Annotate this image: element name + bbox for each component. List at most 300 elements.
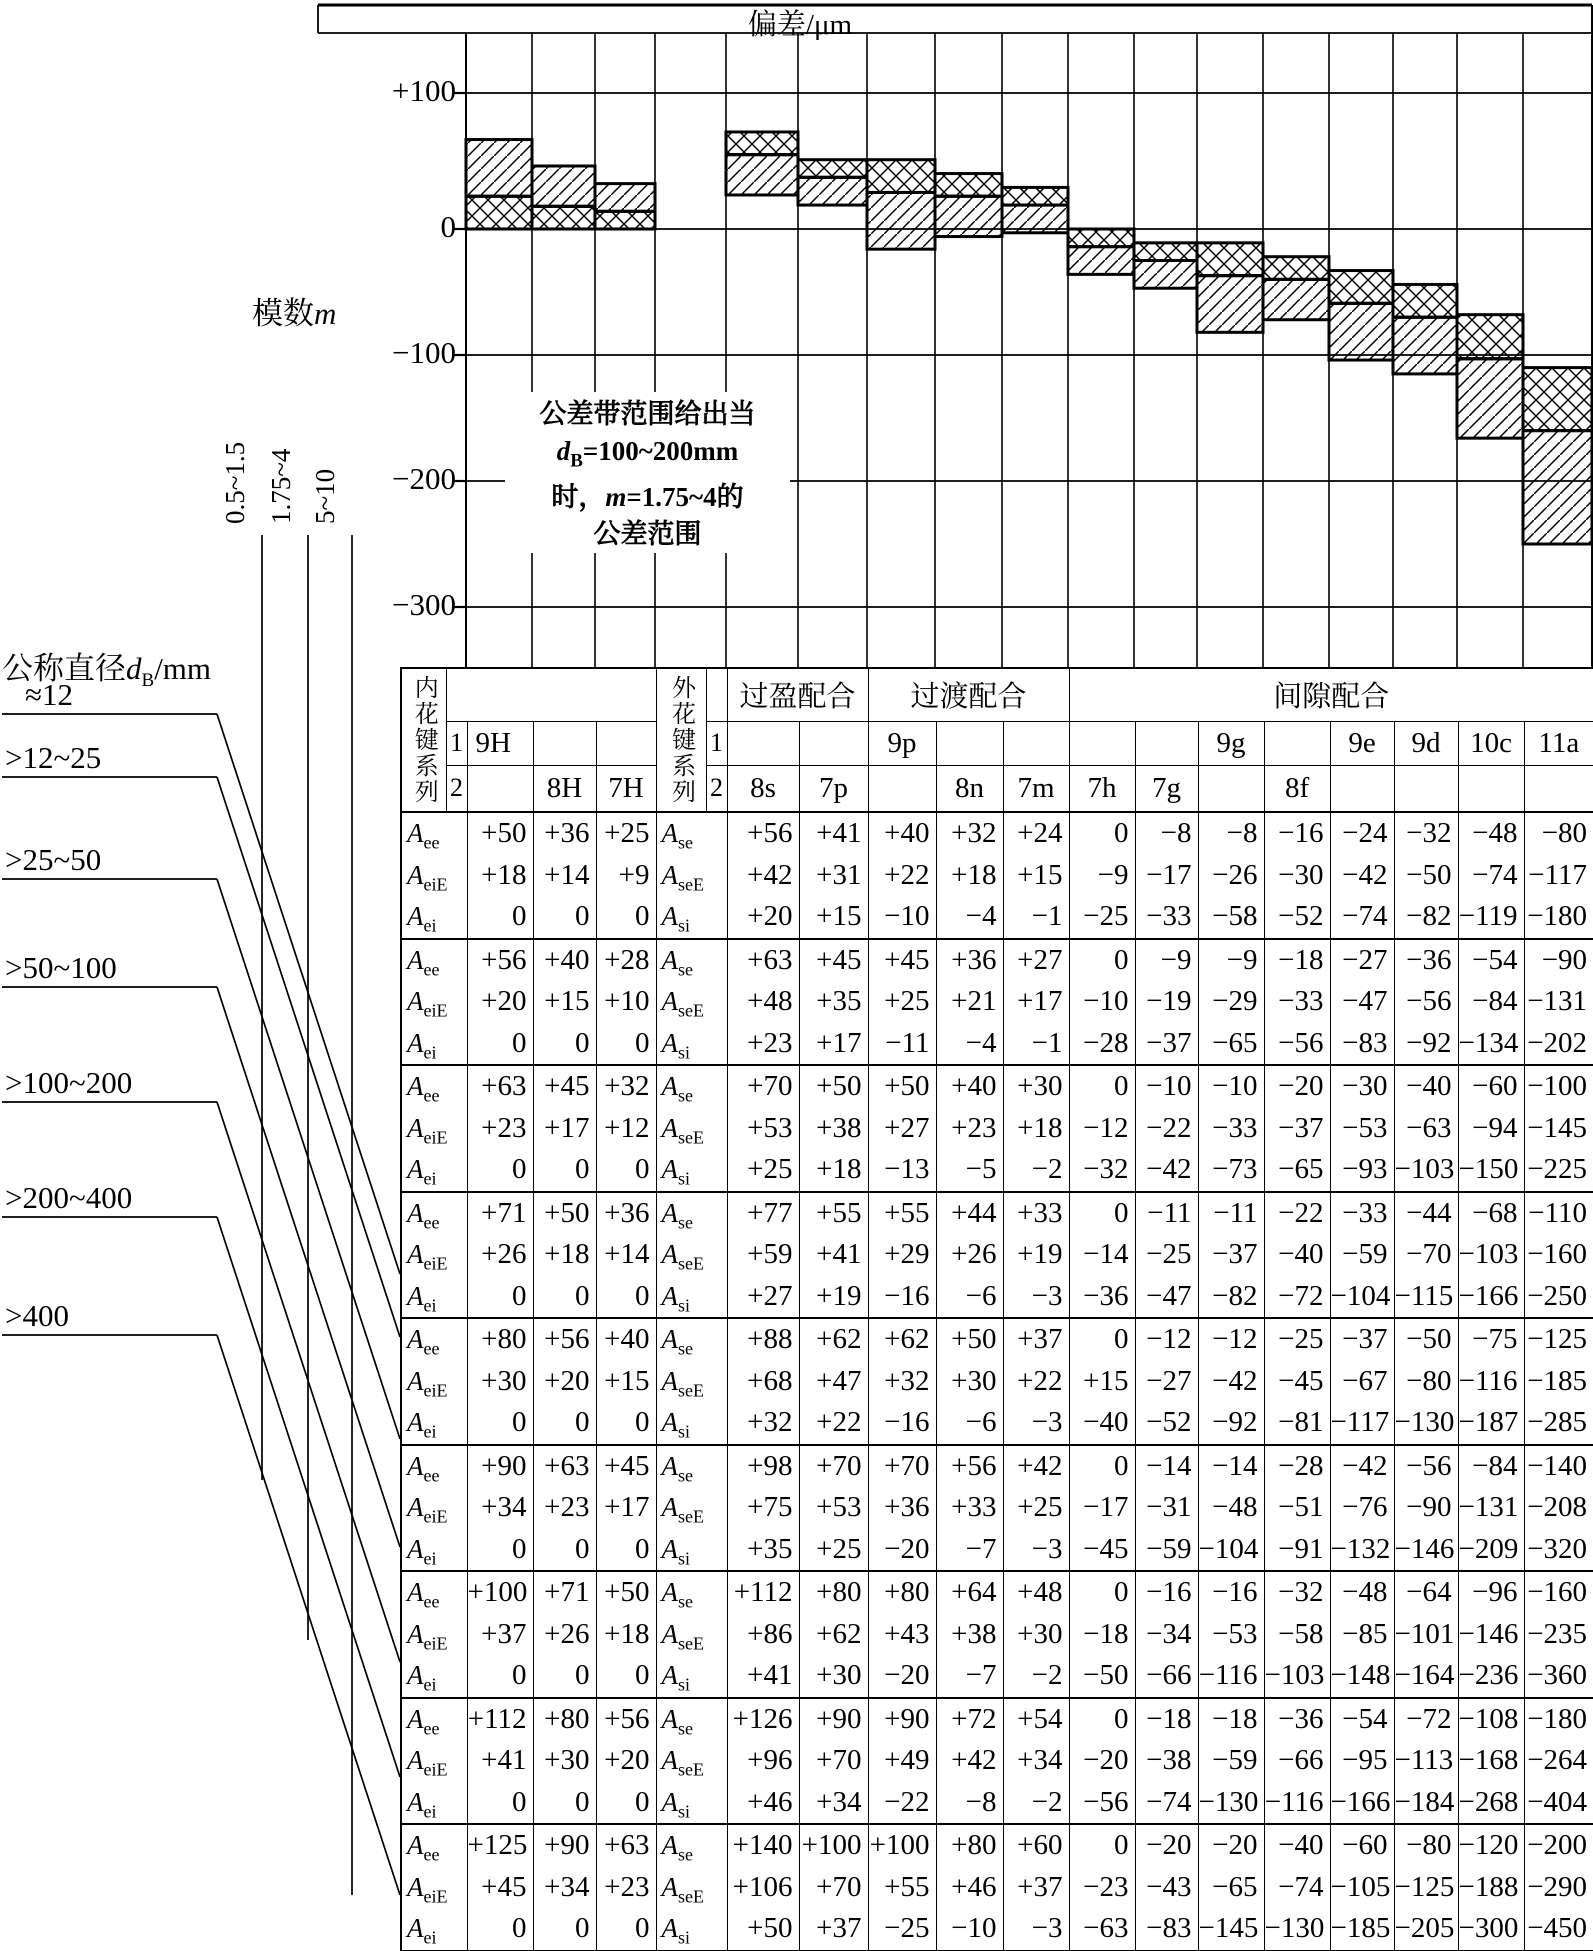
deviation-value: +56	[544, 1323, 590, 1355]
value-cell	[1198, 1824, 1264, 1951]
inner-row-labels	[401, 939, 467, 1066]
deviation-value: +37	[481, 1617, 527, 1650]
col-8n: 8n	[936, 765, 1003, 812]
deviation-value: +45	[544, 1070, 590, 1102]
row-label: $A_{ei}$	[407, 1407, 437, 1442]
blank-cell	[706, 668, 727, 721]
row-label: $A_{ee}$	[407, 1830, 440, 1865]
deviation-value: +30	[951, 1364, 997, 1397]
deviation-value: −33	[1342, 1196, 1388, 1229]
deviation-value: +112	[733, 1576, 793, 1608]
deviation-value: +17	[604, 1491, 650, 1523]
deviation-value: +32	[884, 1364, 930, 1397]
deviation-value: +17	[544, 1111, 590, 1144]
annotation-line-2: $d_B=100\sim 200mm$	[556, 436, 739, 472]
deviation-value: −52	[1278, 900, 1324, 932]
deviation-value: −91	[1278, 1532, 1324, 1565]
deviation-value: +100	[467, 1576, 528, 1608]
value-cell	[1524, 1192, 1593, 1319]
value-cell	[868, 1445, 936, 1572]
col-9d: 9d	[1394, 721, 1458, 765]
deviation-value: −22	[1146, 1111, 1192, 1144]
deviation-value: −145	[1198, 1912, 1259, 1944]
deviation-value: −68	[1472, 1196, 1518, 1229]
deviation-value: −65	[1212, 1870, 1258, 1903]
deviation-value: +63	[544, 1449, 590, 1482]
deviation-value: +45	[816, 943, 862, 976]
deviation-value: 0	[1114, 1702, 1129, 1735]
deviation-value: −64	[1406, 1576, 1452, 1608]
deviation-value: +25	[884, 985, 930, 1017]
deviation-value: +23	[544, 1491, 590, 1523]
deviation-value: +34	[544, 1870, 590, 1903]
tolerance-block-row-6	[401, 1571, 1593, 1698]
deviation-value: −56	[1083, 1785, 1129, 1818]
value-cell	[533, 1318, 596, 1445]
deviation-value: +70	[884, 1449, 930, 1482]
deviation-value: −74	[1472, 858, 1518, 891]
row-label: $A_{seE}$	[661, 859, 704, 894]
deviation-value: −5	[965, 1153, 997, 1185]
deviation-value: +26	[951, 1238, 997, 1270]
deviation-value: −75	[1472, 1323, 1518, 1355]
deviation-value: −95	[1342, 1744, 1388, 1776]
value-cell	[1264, 939, 1330, 1066]
deviation-value: +36	[544, 817, 590, 849]
deviation-value: −18	[1278, 943, 1324, 976]
deviation-value: −50	[1406, 858, 1452, 891]
deviation-value: +37	[1017, 1323, 1063, 1355]
row-label: $A_{ee}$	[407, 944, 440, 979]
deviation-value: +23	[747, 1026, 793, 1059]
deviation-value: +31	[816, 858, 862, 891]
row-label: $A_{eiE}$	[407, 986, 448, 1021]
value-cell	[1069, 1445, 1135, 1572]
deviation-value: +49	[884, 1744, 930, 1776]
deviation-value: +45	[604, 1449, 650, 1482]
deviation-value: −13	[884, 1153, 930, 1185]
col-9g: 9g	[1198, 721, 1264, 765]
deviation-value: −160	[1527, 1238, 1588, 1270]
deviation-value: −28	[1278, 1449, 1324, 1482]
value-cell	[533, 1065, 596, 1192]
deviation-value: +43	[884, 1617, 930, 1650]
tolerance-band-upper-7p	[798, 160, 867, 178]
value-cell	[868, 939, 936, 1066]
deviation-value: 0	[512, 1279, 527, 1312]
deviation-value: +70	[816, 1870, 862, 1903]
deviation-value: 0	[635, 1785, 650, 1818]
deviation-value: −25	[884, 1912, 930, 1944]
deviation-value: −264	[1527, 1744, 1588, 1776]
deviation-value: −48	[1212, 1491, 1258, 1523]
row-label: $A_{ei}$	[407, 1027, 437, 1062]
col-7m: 7m	[1003, 765, 1069, 812]
deviation-value: −2	[1031, 1785, 1063, 1818]
deviation-value: −27	[1342, 943, 1388, 976]
deviation-value: −116	[1458, 1364, 1518, 1397]
deviation-value: −74	[1342, 900, 1388, 932]
value-cell	[1135, 1192, 1198, 1319]
row-label: $A_{seE}$	[661, 986, 704, 1021]
deviation-value: +55	[884, 1196, 930, 1229]
col-7h: 7h	[1069, 765, 1135, 812]
deviation-value: −3	[1031, 1279, 1063, 1312]
deviation-value: +50	[481, 817, 527, 849]
deviation-value: −66	[1278, 1744, 1324, 1776]
deviation-value: +54	[1017, 1702, 1063, 1735]
deviation-value: −290	[1527, 1870, 1588, 1903]
module-range-1: 1.75~4	[266, 448, 296, 524]
deviation-value: +19	[1017, 1238, 1063, 1270]
value-cell	[868, 1065, 936, 1192]
deviation-value: −180	[1527, 900, 1588, 932]
deviation-value: −58	[1212, 900, 1258, 932]
deviation-value: +50	[884, 1070, 930, 1102]
value-cell	[868, 1824, 936, 1951]
deviation-value: +72	[951, 1702, 997, 1735]
deviation-value: +140	[732, 1829, 793, 1861]
value-cell	[1264, 1571, 1330, 1698]
deviation-value: −268	[1458, 1785, 1519, 1818]
deviation-value: +23	[604, 1870, 650, 1903]
outer-row-labels	[656, 1571, 727, 1698]
deviation-value: −184	[1394, 1785, 1455, 1818]
deviation-value: −285	[1527, 1406, 1588, 1438]
deviation-value: +24	[1017, 817, 1063, 849]
value-cell	[1524, 1065, 1593, 1192]
tolerance-band-lower-7g	[1134, 261, 1197, 289]
deviation-value: 0	[512, 1532, 527, 1565]
deviation-value: −65	[1278, 1153, 1324, 1185]
inner-row-labels	[401, 1318, 467, 1445]
deviation-value: +47	[816, 1364, 862, 1397]
y-tick-label: 0	[440, 209, 456, 244]
value-cell	[1135, 1445, 1198, 1572]
deviation-value: −404	[1527, 1785, 1588, 1818]
value-cell	[727, 939, 799, 1066]
value-cell	[1003, 1192, 1069, 1319]
inner-row-labels	[401, 1698, 467, 1825]
deviation-value: −70	[1406, 1238, 1452, 1270]
value-cell	[1330, 1065, 1394, 1192]
deviation-value: −202	[1527, 1026, 1588, 1059]
deviation-value: +45	[481, 1870, 527, 1903]
value-cell	[533, 1698, 596, 1825]
value-cell	[799, 1192, 868, 1319]
row-label: $A_{ei}$	[407, 1154, 437, 1189]
deviation-value: −115	[1394, 1279, 1454, 1312]
deviation-value: −120	[1458, 1829, 1519, 1861]
row-label: $A_{seE}$	[661, 1239, 704, 1274]
tolerance-band-upper-7h	[1068, 229, 1134, 247]
value-cell	[1394, 1192, 1458, 1319]
deviation-value: +25	[1017, 1491, 1063, 1523]
diameter-row-label: >100~200	[5, 1065, 133, 1100]
deviation-value: +41	[816, 817, 862, 849]
deviation-value: 0	[575, 1279, 590, 1312]
deviation-value: +59	[747, 1238, 793, 1270]
deviation-value: −3	[1031, 1532, 1063, 1565]
module-axis-label: 模数m	[252, 296, 337, 331]
deviation-value: 0	[635, 1912, 650, 1944]
deviation-value: +42	[747, 858, 793, 891]
deviation-value: −56	[1406, 1449, 1452, 1482]
value-cell	[1458, 1824, 1524, 1951]
value-cell	[1524, 1698, 1593, 1825]
deviation-value: −7	[965, 1659, 997, 1691]
row-label: $A_{ei}$	[407, 1786, 437, 1821]
deviation-value: −76	[1342, 1491, 1388, 1523]
deviation-value: +18	[481, 858, 527, 891]
deviation-value: +40	[604, 1323, 650, 1355]
tolerance-band-upper-9p	[867, 160, 935, 193]
deviation-value: +25	[816, 1532, 862, 1565]
tolerance-band-lower-7h	[1068, 247, 1134, 275]
deviation-value: +62	[816, 1617, 862, 1650]
value-cell	[1198, 1065, 1264, 1192]
deviation-value: −37	[1278, 1111, 1324, 1144]
value-cell	[1394, 1445, 1458, 1572]
deviation-value: −11	[885, 1026, 930, 1059]
deviation-value: +56	[481, 943, 527, 976]
deviation-value: −40	[1278, 1238, 1324, 1270]
inner-spline-series-header: 内花键系列	[401, 668, 446, 812]
tolerance-band-upper-8s	[726, 132, 798, 155]
deviation-value: +63	[481, 1070, 527, 1102]
deviation-value: +32	[747, 1406, 793, 1438]
value-cell	[727, 1192, 799, 1319]
value-cell	[1458, 1445, 1524, 1572]
row-label: $A_{eiE}$	[407, 1871, 448, 1906]
deviation-value: +28	[604, 943, 650, 976]
row-label: $A_{ei}$	[407, 1660, 437, 1695]
deviation-value: +32	[604, 1070, 650, 1102]
tolerance-band-upper-8f	[1263, 257, 1329, 280]
deviation-value: +18	[816, 1153, 862, 1185]
deviation-value: −187	[1458, 1406, 1519, 1438]
deviation-value: +68	[747, 1364, 793, 1397]
deviation-value: −160	[1527, 1576, 1588, 1608]
tolerance-band-upper-7H	[595, 184, 655, 212]
value-cell	[1198, 1698, 1264, 1825]
deviation-value: −1	[1031, 1026, 1063, 1059]
row-label: $A_{eiE}$	[407, 1365, 448, 1400]
deviation-value: −63	[1406, 1111, 1452, 1144]
deviation-value: +42	[951, 1744, 997, 1776]
series-row-1: 1	[446, 721, 467, 765]
deviation-value: −1	[1031, 900, 1063, 932]
deviation-value: +50	[604, 1576, 650, 1608]
value-cell	[1458, 1698, 1524, 1825]
deviation-value: −146	[1394, 1532, 1455, 1565]
deviation-value: −73	[1212, 1153, 1258, 1185]
deviation-value: −12	[1212, 1323, 1258, 1355]
outer-row-labels	[656, 1318, 727, 1445]
tolerance-block-row-0	[401, 812, 1593, 939]
deviation-value: −3	[1031, 1912, 1063, 1944]
inner-row-labels	[401, 1192, 467, 1319]
deviation-value: +70	[816, 1449, 862, 1482]
row-label: $A_{eiE}$	[407, 859, 448, 894]
value-cell	[936, 1445, 1003, 1572]
col-9p: 9p	[868, 721, 936, 765]
value-cell	[533, 1192, 596, 1319]
value-cell	[1458, 1065, 1524, 1192]
deviation-value: −25	[1083, 900, 1129, 932]
deviation-value: +30	[481, 1364, 527, 1397]
deviation-value: +23	[951, 1111, 997, 1144]
value-cell	[1458, 1318, 1524, 1445]
deviation-value: −18	[1146, 1702, 1192, 1735]
deviation-value: −67	[1342, 1364, 1388, 1397]
row-label: $A_{ei}$	[407, 1533, 437, 1568]
series-row-2: 2	[446, 765, 467, 812]
row-label: $A_{se}$	[661, 1324, 693, 1359]
deviation-value: −94	[1472, 1111, 1518, 1144]
value-cell	[1264, 1192, 1330, 1319]
deviation-value: −84	[1472, 985, 1518, 1017]
blank-cell	[446, 668, 656, 721]
y-tick-label: −300	[392, 587, 456, 622]
deviation-value: +80	[884, 1576, 930, 1608]
deviation-value: 0	[1114, 1829, 1129, 1861]
deviation-value: 0	[1114, 1196, 1129, 1229]
deviation-value: +41	[816, 1238, 862, 1270]
deviation-value: +30	[544, 1744, 590, 1776]
value-cell	[1069, 1192, 1135, 1319]
deviation-value: −72	[1406, 1702, 1452, 1735]
deviation-value: +21	[951, 985, 997, 1017]
value-cell	[1135, 812, 1198, 939]
value-cell	[1003, 1445, 1069, 1572]
deviation-value: −12	[1146, 1323, 1192, 1355]
deviation-value: −36	[1278, 1702, 1324, 1735]
deviation-value: −60	[1342, 1829, 1388, 1861]
deviation-value: −27	[1146, 1364, 1192, 1397]
deviation-value: +25	[604, 817, 650, 849]
tolerance-band-upper-11a	[1523, 368, 1592, 431]
deviation-value: 0	[512, 1026, 527, 1059]
value-cell	[799, 1445, 868, 1572]
value-cell	[1198, 1192, 1264, 1319]
deviation-value: −4	[965, 1026, 997, 1059]
deviation-value: +18	[544, 1238, 590, 1270]
inner-row-labels	[401, 1571, 467, 1698]
deviation-value: −33	[1212, 1111, 1258, 1144]
deviation-value: −320	[1527, 1532, 1588, 1565]
deviation-value: −17	[1083, 1491, 1129, 1523]
row-label: $A_{eiE}$	[407, 1618, 448, 1653]
value-cell	[467, 1571, 533, 1698]
deviation-value: 0	[575, 900, 590, 932]
deviation-value: −28	[1083, 1026, 1129, 1059]
outer-row-labels	[656, 1192, 727, 1319]
deviation-value: −2	[1031, 1659, 1063, 1691]
value-cell	[868, 812, 936, 939]
tolerance-band-upper-7m	[1002, 187, 1068, 205]
value-cell	[1135, 1698, 1198, 1825]
deviation-value: +33	[951, 1491, 997, 1523]
deviation-value: +36	[604, 1196, 650, 1229]
deviation-value: +15	[604, 1364, 650, 1397]
value-cell	[936, 1571, 1003, 1698]
deviation-value: −10	[1146, 1070, 1192, 1102]
deviation-value: −66	[1146, 1659, 1192, 1691]
fit-header-clearance: 间隙配合	[1069, 668, 1593, 721]
deviation-value: +55	[816, 1196, 862, 1229]
value-cell	[1069, 1698, 1135, 1825]
deviation-value: −40	[1083, 1406, 1129, 1438]
value-cell	[467, 812, 533, 939]
deviation-value: +15	[816, 900, 862, 932]
deviation-value: −16	[1146, 1576, 1192, 1608]
deviation-value: 0	[575, 1659, 590, 1691]
value-cell	[1330, 812, 1394, 939]
deviation-value: −72	[1278, 1279, 1324, 1312]
deviation-value: +27	[884, 1111, 930, 1144]
deviation-value: −83	[1146, 1912, 1192, 1944]
deviation-value: +50	[747, 1912, 793, 1944]
deviation-value: 0	[1114, 1449, 1129, 1482]
value-cell	[1198, 1318, 1264, 1445]
deviation-value: −10	[951, 1912, 997, 1944]
deviation-value: 0	[575, 1026, 590, 1059]
deviation-value: −9	[1226, 943, 1258, 976]
deviation-value: +35	[816, 985, 862, 1017]
deviation-value: +35	[747, 1532, 793, 1565]
inner-row-labels	[401, 1824, 467, 1951]
deviation-value: −108	[1458, 1702, 1519, 1735]
deviation-value: −83	[1342, 1026, 1388, 1059]
outer-row-labels	[656, 1065, 727, 1192]
row-label: $A_{seE}$	[661, 1618, 704, 1653]
deviation-value: +15	[544, 985, 590, 1017]
value-cell	[799, 1824, 868, 1951]
deviation-value: +90	[816, 1702, 862, 1735]
deviation-value: −164	[1394, 1659, 1455, 1691]
deviation-value: +50	[544, 1196, 590, 1229]
deviation-value: 0	[635, 1406, 650, 1438]
row-label: $A_{seE}$	[661, 1112, 704, 1147]
deviation-value: 0	[512, 1153, 527, 1185]
deviation-value: −45	[1278, 1364, 1324, 1397]
deviation-value: −188	[1458, 1870, 1519, 1903]
deviation-value: −32	[1406, 817, 1452, 849]
deviation-value: +36	[951, 943, 997, 976]
deviation-value: −145	[1527, 1111, 1588, 1144]
fit-header-interference: 过盈配合	[727, 668, 868, 721]
deviation-value: −2	[1031, 1153, 1063, 1185]
value-cell	[1264, 1445, 1330, 1572]
series-row-2: 2	[706, 765, 727, 812]
deviation-value: +14	[604, 1238, 650, 1270]
deviation-value: +42	[1017, 1449, 1063, 1482]
deviation-value: −33	[1146, 900, 1192, 932]
deviation-value: 0	[575, 1406, 590, 1438]
deviation-value: +88	[747, 1323, 793, 1355]
col-10c: 10c	[1458, 721, 1524, 765]
deviation-value: −40	[1406, 1070, 1452, 1102]
row-label: $A_{seE}$	[661, 1871, 704, 1906]
tolerance-block-row-7	[401, 1698, 1593, 1825]
deviation-value: +27	[1017, 943, 1063, 976]
deviation-value: −32	[1278, 1576, 1324, 1608]
value-cell	[533, 812, 596, 939]
tolerance-band-lower-7p	[798, 177, 867, 205]
deviation-value: +40	[544, 943, 590, 976]
deviation-value: +15	[1083, 1364, 1129, 1397]
